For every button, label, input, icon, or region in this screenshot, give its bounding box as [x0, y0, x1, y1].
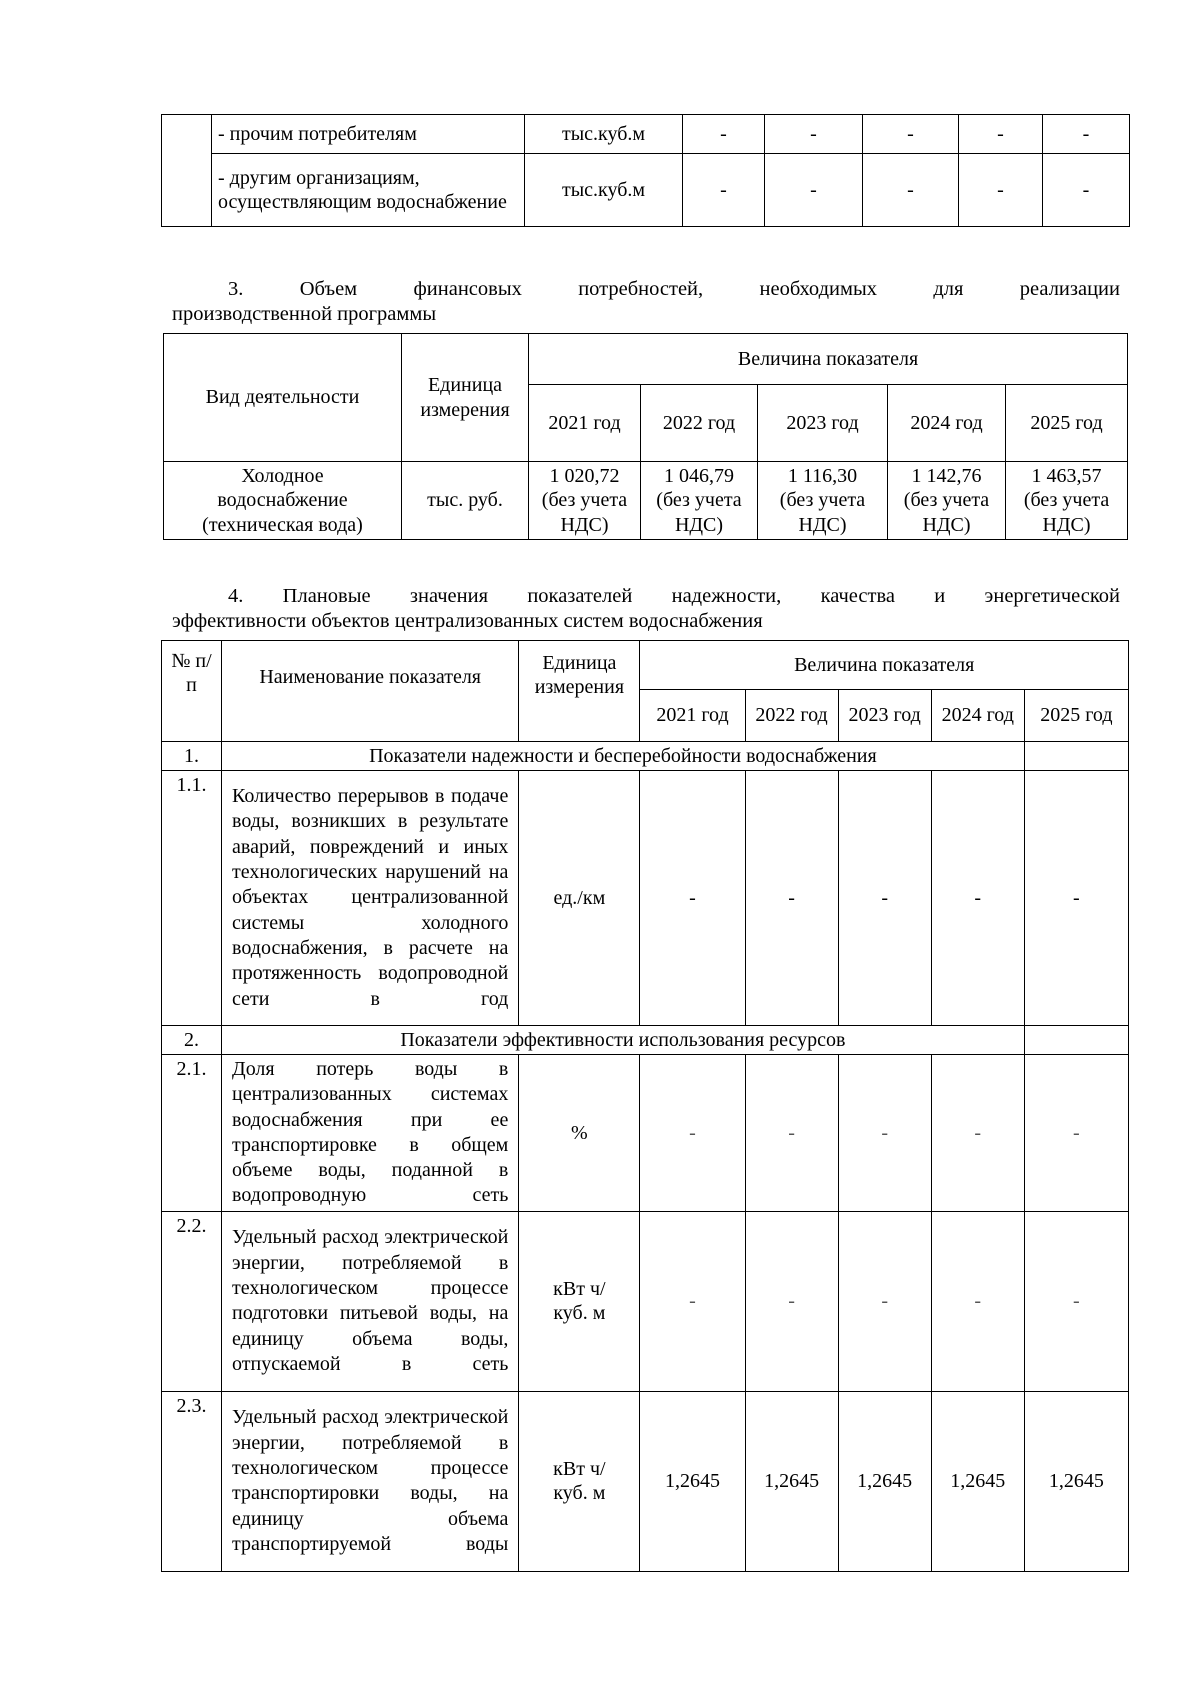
value-cell: - — [1024, 771, 1128, 1026]
col-num-header: № п/п — [162, 641, 222, 742]
group-title: Показатели надежности и бесперебойности водоснабжения — [222, 742, 1025, 771]
value-cell — [529, 462, 641, 540]
value-cell: - — [931, 1055, 1024, 1212]
value-note: (без учета НДС) — [779, 489, 866, 536]
col-unit-header: Единица измерения — [519, 641, 640, 742]
row-unit: кВт ч/ куб. м — [519, 1211, 640, 1391]
row-name: - прочим потребителям — [212, 115, 525, 154]
value-cell: 1,2645 — [838, 1391, 931, 1571]
value-cell — [641, 462, 758, 540]
row-unit: % — [519, 1055, 640, 1212]
row-unit: тыс.куб.м — [525, 154, 683, 227]
col-unit-header: Единица измерения — [402, 334, 529, 462]
group-title: Показатели эффективности использования ресурсов — [222, 1026, 1025, 1055]
group-num: 2. — [162, 1026, 222, 1055]
value-cell: - — [931, 771, 1024, 1026]
value-cell: - — [959, 115, 1043, 154]
col-activity-header: Вид деятельности — [164, 334, 402, 462]
value-cell — [888, 462, 1006, 540]
year-header: 2025 год — [1024, 690, 1128, 742]
value-cell: 1,2645 — [1024, 1391, 1128, 1571]
value-cell: - — [838, 1211, 931, 1391]
table-row — [162, 1055, 1129, 1212]
value-note: (без учета НДС) — [903, 489, 990, 536]
consumption-table-continuation — [161, 114, 1130, 227]
heading-line: эффективности объектов централизованных систем водоснабжения — [172, 610, 763, 632]
value-cell: 1,2645 — [640, 1391, 745, 1571]
section-3-heading — [172, 277, 1120, 327]
value-cell: - — [640, 771, 745, 1026]
table-row — [162, 1391, 1129, 1571]
group-row — [162, 1026, 1129, 1055]
value-cell: - — [640, 1211, 745, 1391]
value: 1 463,57 — [1031, 464, 1102, 487]
value-cell: - — [959, 154, 1043, 227]
group-row — [162, 742, 1129, 771]
value-cell: - — [838, 1055, 931, 1212]
value-cell: 1,2645 — [931, 1391, 1024, 1571]
col-value-header: Величина показателя — [640, 641, 1129, 690]
value-cell: - — [838, 771, 931, 1026]
year-header: 2024 год — [931, 690, 1024, 742]
value-note: (без учета НДС) — [656, 489, 742, 536]
table-header-row — [162, 641, 1129, 690]
value-cell: - — [1043, 115, 1130, 154]
row-unit: ед./км — [519, 771, 640, 1026]
value-cell: - — [931, 1211, 1024, 1391]
row-num: 2.1. — [162, 1055, 222, 1212]
value-cell: - — [683, 154, 765, 227]
row-unit: тыс.куб.м — [525, 115, 683, 154]
value: 1 020,72 — [549, 464, 620, 487]
year-header: 2021 год — [529, 385, 641, 462]
col-name-header: Наименование показателя — [222, 641, 519, 742]
value-cell — [1006, 462, 1128, 540]
year-header: 2021 год — [640, 690, 745, 742]
table-header-row — [164, 334, 1128, 385]
unit-cell: тыс. руб. — [402, 462, 529, 540]
indicators-table — [161, 640, 1129, 1572]
row-name: Удельный расход электрической энергии, потребляемой в технологическом процессе транспортировки воды, на единицу объема транспортируемой воды — [222, 1391, 519, 1571]
value: 1 142,76 — [911, 464, 982, 487]
empty-cell — [1024, 742, 1128, 771]
row-num: 1.1. — [162, 771, 222, 1026]
table-row — [162, 771, 1129, 1026]
year-header: 2024 год — [888, 385, 1006, 462]
value-cell: 1,2645 — [745, 1391, 838, 1571]
heading-line: производственной программы — [172, 303, 437, 325]
value-cell: - — [765, 115, 863, 154]
table-row — [162, 154, 1130, 227]
value-note: (без учета НДС) — [541, 489, 628, 536]
table-row — [162, 115, 1130, 154]
year-header: 2023 год — [758, 385, 888, 462]
value-cell: - — [765, 154, 863, 227]
row-num: 2.3. — [162, 1391, 222, 1571]
section-4-heading — [172, 584, 1120, 634]
row-name: - другим организациям, осуществляющим водоснабжение — [212, 154, 525, 227]
year-header: 2023 год — [838, 690, 931, 742]
value: 1 046,79 — [664, 464, 734, 487]
row-name: Доля потерь воды в централизованных системах водоснабжения при ее транспортировке в общем объеме воды, поданной в водопроводную сеть — [222, 1055, 519, 1212]
activity-cell: Холодное водоснабжение (техническая вода) — [164, 462, 402, 540]
value-cell: - — [745, 1211, 838, 1391]
value-note: (без учета НДС) — [1023, 489, 1110, 536]
value: 1 116,30 — [787, 464, 858, 487]
row-name: Удельный расход электрической энергии, потребляемой в технологическом процессе подготовки питьевой воды, на единицу объема воды, отпускаемой в сеть — [222, 1211, 519, 1391]
empty-cell — [162, 115, 212, 227]
value-cell: - — [745, 1055, 838, 1212]
value-cell: - — [683, 115, 765, 154]
value-cell: - — [863, 115, 959, 154]
row-num: 2.2. — [162, 1211, 222, 1391]
heading-line: 4. Плановые значения показателей надежности, качества и энергетической — [228, 585, 1120, 607]
col-value-header: Величина показателя — [529, 334, 1128, 385]
value-cell: - — [640, 1055, 745, 1212]
value-cell: - — [1043, 154, 1130, 227]
value-cell: - — [745, 771, 838, 1026]
year-header: 2022 год — [641, 385, 758, 462]
value-cell: - — [1024, 1055, 1128, 1212]
value-cell: - — [863, 154, 959, 227]
row-unit: кВт ч/ куб. м — [519, 1391, 640, 1571]
year-header: 2022 год — [745, 690, 838, 742]
year-header: 2025 год — [1006, 385, 1128, 462]
group-num: 1. — [162, 742, 222, 771]
table-row — [162, 1211, 1129, 1391]
value-cell — [758, 462, 888, 540]
value-cell: - — [1024, 1211, 1128, 1391]
financial-needs-table — [163, 333, 1128, 540]
row-name: Количество перерывов в подаче воды, возникших в результате аварий, повреждений и иных технологических нарушений на объектах централизованной системы холодного водоснабжения, в расчете на протяженность водопроводной сети в год — [222, 771, 519, 1026]
table-row — [164, 462, 1128, 540]
empty-cell — [1024, 1026, 1128, 1055]
heading-line: 3. Объем финансовых потребностей, необходимых для реализации — [228, 278, 1120, 300]
